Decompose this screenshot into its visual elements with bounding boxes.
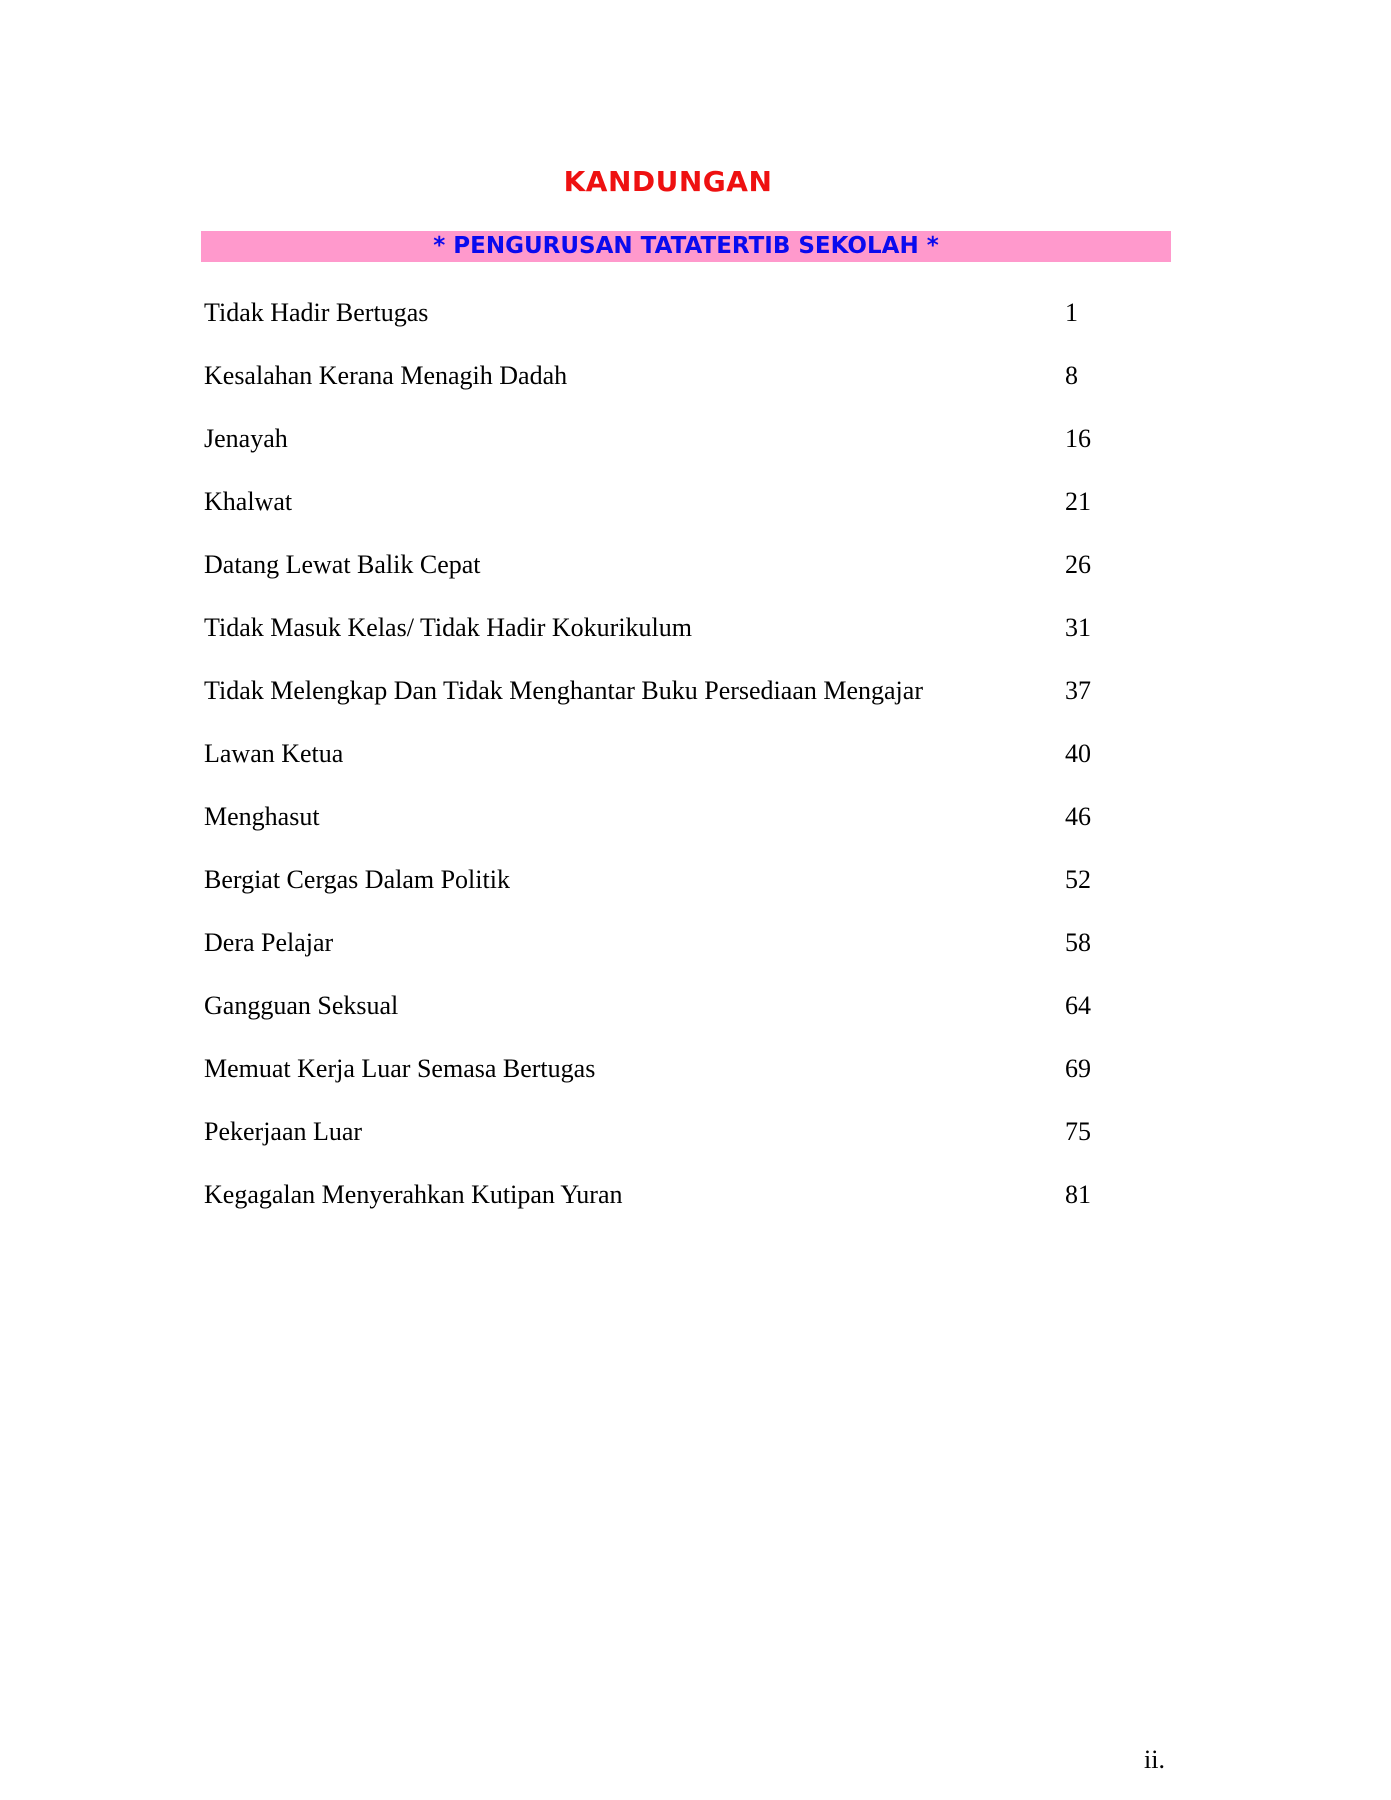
toc-entry bbox=[204, 608, 1104, 671]
toc-entry-label: Gangguan Seksual bbox=[204, 991, 399, 1020]
toc-entry bbox=[204, 671, 1104, 734]
section-heading-banner bbox=[201, 231, 1171, 262]
toc-entry bbox=[204, 923, 1104, 986]
page-title: KANDUNGAN bbox=[563, 165, 773, 198]
toc-entry bbox=[204, 860, 1104, 923]
toc-entry bbox=[204, 1175, 1104, 1238]
toc-entry-label: Menghasut bbox=[204, 802, 320, 831]
toc-entry-page-number: 37 bbox=[1065, 676, 1091, 705]
toc-entry-label: Kesalahan Kerana Menagih Dadah bbox=[204, 361, 568, 390]
toc-entry-label: Kegagalan Menyerahkan Kutipan Yuran bbox=[204, 1180, 623, 1209]
toc-entry-label: Memuat Kerja Luar Semasa Bertugas bbox=[204, 1054, 596, 1083]
toc-entry-page-number: 75 bbox=[1065, 1117, 1091, 1146]
toc-entry-page-number: 21 bbox=[1065, 487, 1091, 516]
toc-entry bbox=[204, 1049, 1104, 1112]
toc-entry bbox=[204, 293, 1104, 356]
toc-entry-label: Tidak Masuk Kelas/ Tidak Hadir Kokurikulum bbox=[204, 613, 692, 642]
toc-entry bbox=[204, 482, 1104, 545]
toc-entry-label: Tidak Hadir Bertugas bbox=[204, 298, 429, 327]
toc-entry bbox=[204, 734, 1104, 797]
toc-entry-page-number: 16 bbox=[1065, 424, 1091, 453]
toc-entry-label: Lawan Ketua bbox=[204, 739, 344, 768]
toc-entry bbox=[204, 1112, 1104, 1175]
page-number: ii. bbox=[1144, 1745, 1165, 1774]
toc-entry-label: Jenayah bbox=[204, 424, 288, 453]
toc-entry-page-number: 31 bbox=[1065, 613, 1091, 642]
toc-entry-page-number: 8 bbox=[1065, 361, 1078, 390]
table-of-contents bbox=[204, 293, 1104, 1238]
toc-entry-page-number: 52 bbox=[1065, 865, 1091, 894]
toc-entry bbox=[204, 797, 1104, 860]
toc-entry bbox=[204, 986, 1104, 1049]
toc-entry-page-number: 26 bbox=[1065, 550, 1091, 579]
toc-entry-page-number: 64 bbox=[1065, 991, 1091, 1020]
toc-entry-label: Khalwat bbox=[204, 487, 293, 516]
toc-entry bbox=[204, 356, 1104, 419]
toc-entry-page-number: 40 bbox=[1065, 739, 1091, 768]
toc-entry-label: Dera Pelajar bbox=[204, 928, 334, 957]
toc-entry-page-number: 58 bbox=[1065, 928, 1091, 957]
toc-entry-page-number: 81 bbox=[1065, 1180, 1091, 1209]
toc-entry-label: Tidak Melengkap Dan Tidak Menghantar Buku Persediaan Mengajar bbox=[204, 676, 923, 705]
toc-entry-page-number: 69 bbox=[1065, 1054, 1091, 1083]
toc-entry bbox=[204, 545, 1104, 608]
toc-entry-page-number: 1 bbox=[1065, 298, 1078, 327]
section-heading: * PENGURUSAN TATATERTIB SEKOLAH * bbox=[433, 233, 939, 259]
toc-entry-label: Pekerjaan Luar bbox=[204, 1117, 363, 1146]
toc-entry-page-number: 46 bbox=[1065, 802, 1091, 831]
toc-entry bbox=[204, 419, 1104, 482]
toc-entry-label: Datang Lewat Balik Cepat bbox=[204, 550, 481, 579]
toc-entry-label: Bergiat Cergas Dalam Politik bbox=[204, 865, 510, 894]
